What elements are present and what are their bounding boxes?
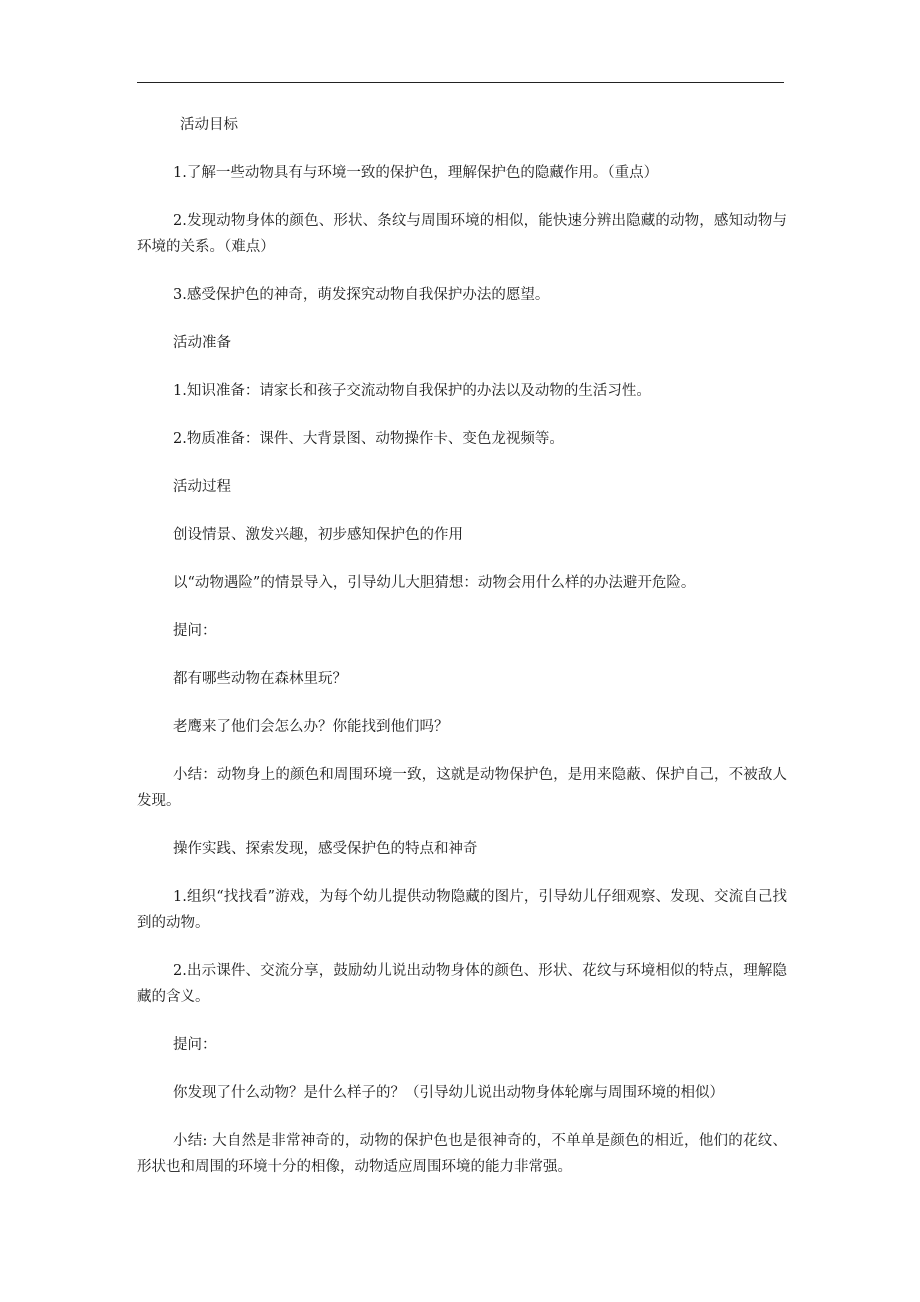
heading-activity-goals: 活动目标 — [180, 117, 238, 133]
preparation-item-1: 1.知识准备：请家长和孩子交流动物自我保护的办法以及动物的生活习性。 — [173, 383, 651, 399]
question-1: 都有哪些动物在森林里玩？ — [173, 671, 347, 687]
document-body — [137, 112, 787, 1180]
process-step-1-intro: 以“动物遇险”的情景导入，引导幼儿大胆猜想：动物会用什么样的办法避开危险。 — [173, 575, 696, 591]
heading-activity-preparation: 活动准备 — [173, 335, 231, 351]
question-label-2: 提问： — [173, 1037, 217, 1053]
goal-item-2: 2.发现动物身体的颜色、形状、条纹与周围环境的相似，能快速分辨出隐藏的动物，感知动物与环境的关系。（难点） — [137, 213, 787, 255]
process-step-2-item-1: 1.组织“找找看”游戏，为每个幼儿提供动物隐藏的图片，引导幼儿仔细观察、发现、交流自己找到的动物。 — [137, 889, 787, 931]
process-step-1-title: 创设情景、激发兴趣，初步感知保护色的作用 — [173, 527, 463, 543]
question-2: 老鹰来了他们会怎么办？你能找到他们吗？ — [173, 719, 449, 735]
goal-item-1: 1.了解一些动物具有与环境一致的保护色，理解保护色的隐藏作用。（重点） — [173, 165, 659, 181]
preparation-item-2: 2.物质准备：课件、大背景图、动物操作卡、变色龙视频等。 — [173, 431, 564, 447]
header-rule — [137, 82, 784, 83]
goal-item-3: 3.感受保护色的神奇，萌发探究动物自我保护办法的愿望。 — [173, 287, 550, 303]
process-step-2-item-2: 2.出示课件、交流分享，鼓励幼儿说出动物身体的颜色、形状、花纹与环境相似的特点，理解隐藏的含义。 — [137, 963, 787, 1005]
heading-activity-process: 活动过程 — [173, 479, 231, 495]
process-step-2-title: 操作实践、探索发现，感受保护色的特点和神奇 — [173, 841, 478, 857]
question-3: 你发现了什么动物？是什么样子的？（引导幼儿说出动物身体轮廓与周围环境的相似） — [173, 1085, 724, 1101]
summary-1: 小结：动物身上的颜色和周围环境一致，这就是动物保护色，是用来隐蔽、保护自己，不被敌人发现。 — [137, 767, 787, 809]
question-label-1: 提问： — [173, 623, 217, 639]
summary-2: 小结: 大自然是非常神奇的，动物的保护色也是很神奇的，不单单是颜色的相近，他们的花纹、形状也和周围的环境十分的相像，动物适应周围环境的能力非常强。 — [137, 1133, 787, 1175]
